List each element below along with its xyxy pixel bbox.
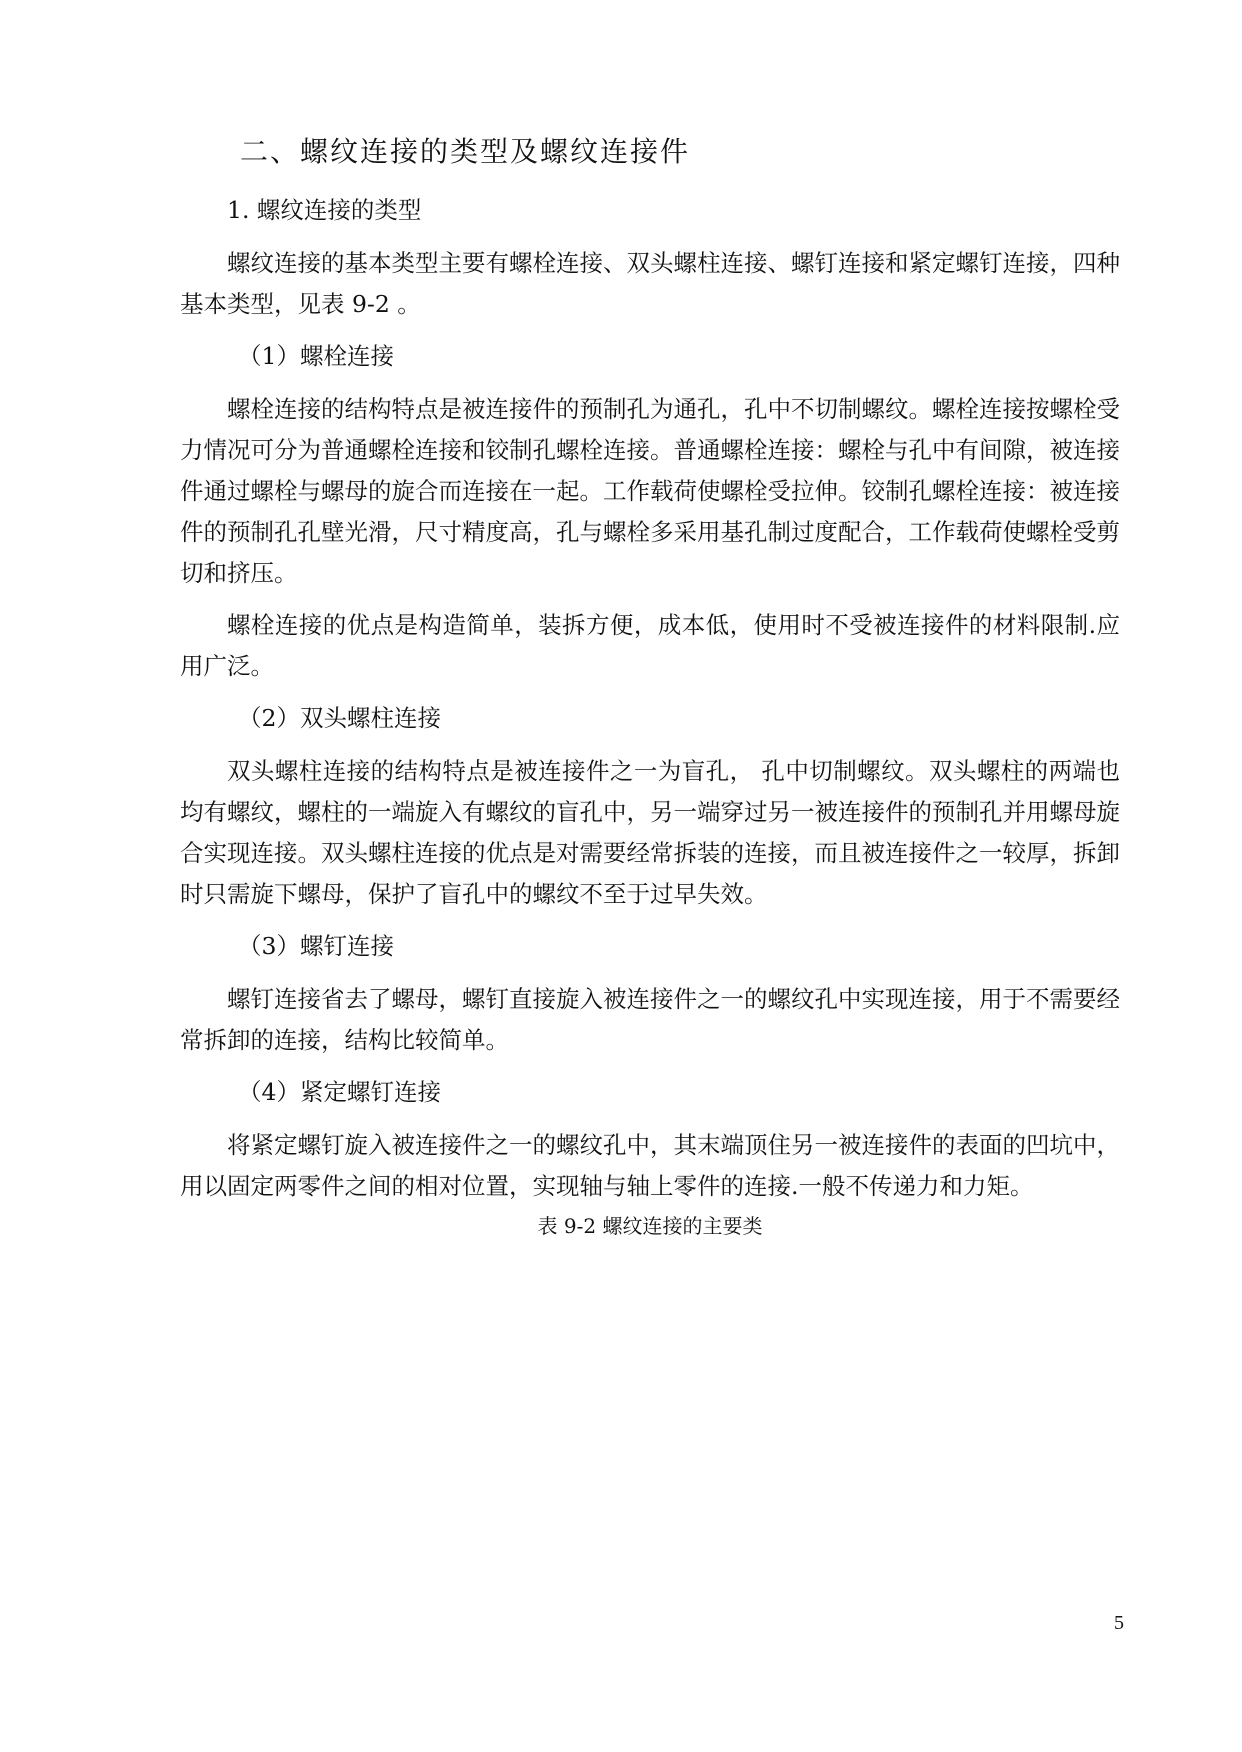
subheading-set-screw-connection: （4）紧定螺钉连接 [238,1078,441,1106]
intro-paragraph: 螺纹连接的基本类型主要有螺栓连接、双头螺柱连接、螺钉连接和紧定螺钉连接，四种基本类型，见表 9-2 。 [180,249,1120,318]
subheading-screw-connection: （3）螺钉连接 [238,932,394,960]
section-title: 二、螺纹连接的类型及螺纹连接件 [240,135,691,168]
subheading-bolt-connection: （1）螺栓连接 [238,342,394,370]
set-screw-connection-paragraph: 将紧定螺钉旋入被连接件之一的螺纹孔中，其末端顶住另一被连接件的表面的凹坑中，用以固定两零件之间的相对位置，实现轴与轴上零件的连接.一般不传递力和力矩。 [180,1131,1120,1200]
stud-connection-paragraph: 双头螺柱连接的结构特点是被连接件之一为盲孔， 孔中切制螺纹。双头螺柱的两端也均有螺纹，螺柱的一端旋入有螺纹的盲孔中，另一端穿过另一被连接件的预制孔并用螺母旋合实现连接。双头螺柱连接的优点是对需要经常拆装的连接，而且被连接件之一较厚，拆卸时只需旋下螺母，保护了盲孔中的螺纹不至于过早失效。 [180,757,1120,908]
page-number: 5 [1114,1612,1124,1634]
table-caption: 表 9-2 螺纹连接的主要类 [537,1214,763,1238]
heading-thread-connection-types: 1. 螺纹连接的类型 [227,196,422,224]
page-content [180,128,1120,1240]
screw-connection-paragraph: 螺钉连接省去了螺母，螺钉直接旋入被连接件之一的螺纹孔中实现连接，用于不需要经常拆卸的连接，结构比较简单。 [180,985,1120,1054]
bolt-connection-paragraph-1: 螺栓连接的结构特点是被连接件的预制孔为通孔，孔中不切制螺纹。螺栓连接按螺栓受力情况可分为普通螺栓连接和铰制孔螺栓连接。普通螺栓连接：螺栓与孔中有间隙，被连接件通过螺栓与螺母的旋合而连接在一起。工作载荷使螺栓受拉伸。铰制孔螺栓连接：被连接件的预制孔孔壁光滑，尺寸精度高，孔与螺栓多采用基孔制过度配合，工作载荷使螺栓受剪切和挤压。 [180,395,1120,587]
bolt-connection-paragraph-2: 螺栓连接的优点是构造简单，装拆方便，成本低，使用时不受被连接件的材料限制.应用广泛。 [180,611,1120,680]
subheading-stud-connection: （2）双头螺柱连接 [238,704,441,732]
